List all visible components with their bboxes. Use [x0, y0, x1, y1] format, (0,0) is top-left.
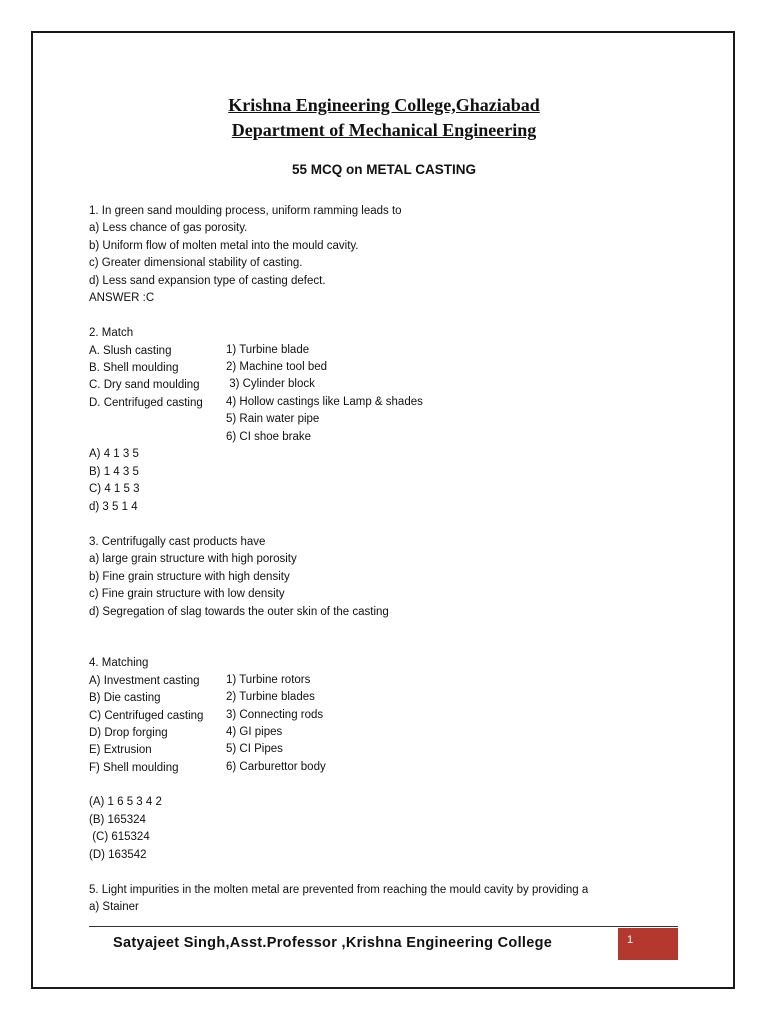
q2-right-3: 3) Cylinder block	[226, 378, 315, 390]
q4-left-c: C) Centrifuged casting	[89, 710, 204, 722]
q2-option-a: A) 4 1 3 5	[89, 448, 139, 460]
q3-option-d: d) Segregation of slag towards the outer skin of the casting	[89, 606, 389, 618]
question-3: 3. Centrifugally cast products have	[89, 536, 266, 548]
question-2: 2. Match	[89, 327, 134, 339]
page-number-badge: 1	[618, 928, 678, 960]
q4-option-d: (D) 163542	[89, 849, 147, 861]
q2-left-c: C. Dry sand moulding	[89, 379, 200, 391]
q3-option-c: c) Fine grain structure with low density	[89, 588, 285, 600]
q4-option-c: (C) 615324	[89, 831, 150, 843]
q1-option-c: c) Greater dimensional stability of casting.	[89, 257, 303, 269]
q2-right-6: 6) CI shoe brake	[226, 431, 312, 443]
q3-option-a: a) large grain structure with high porosity	[89, 553, 297, 565]
question-5: 5. Light impurities in the molten metal are prevented from reaching the mould cavity by providing a	[89, 884, 589, 896]
q2-right-4: 4) Hollow castings like Lamp & shades	[226, 396, 423, 408]
q2-left-d: D. Centrifuged casting	[89, 397, 203, 409]
q4-right-6: 6) Carburettor body	[226, 761, 326, 773]
q2-right-2: 2) Machine tool bed	[226, 361, 328, 373]
college-title: Krishna Engineering College,Ghaziabad	[228, 95, 540, 115]
q3-option-b: b) Fine grain structure with high density	[89, 571, 290, 583]
q4-right-1: 1) Turbine rotors	[226, 674, 311, 686]
q1-answer: ANSWER :C	[89, 292, 155, 304]
question-1: 1. In green sand moulding process, uniform ramming leads to	[89, 205, 402, 217]
q4-left-e: E) Extrusion	[89, 744, 152, 756]
q4-left-a: A) Investment casting	[89, 675, 200, 687]
q1-option-a: a) Less chance of gas porosity.	[89, 222, 248, 234]
footer-divider	[89, 926, 678, 927]
q4-right-4: 4) GI pipes	[226, 726, 283, 738]
q4-right-2: 2) Turbine blades	[226, 691, 315, 703]
q4-left-d: D) Drop forging	[89, 727, 168, 739]
q4-option-b: (B) 165324	[89, 814, 146, 826]
q4-right-3: 3) Connecting rods	[226, 709, 324, 721]
department-title: Department of Mechanical Engineering	[231, 120, 537, 140]
q1-option-d: d) Less sand expansion type of casting defect.	[89, 275, 326, 287]
question-4: 4. Matching	[89, 657, 149, 669]
q2-option-b: B) 1 4 3 5	[89, 466, 139, 478]
q2-right-5: 5) Rain water pipe	[226, 413, 320, 425]
q4-right-5: 5) CI Pipes	[226, 743, 283, 755]
q4-left-f: F) Shell moulding	[89, 762, 179, 774]
footer-author: Satyajeet Singh,Asst.Professor ,Krishna Engineering College	[113, 935, 553, 951]
q2-right-1: 1) Turbine blade	[226, 344, 310, 356]
q2-option-d: d) 3 5 1 4	[89, 501, 138, 513]
q4-left-b: B) Die casting	[89, 692, 161, 704]
q5-option-a: a) Stainer	[89, 901, 139, 913]
q1-option-b: b) Uniform flow of molten metal into the mould cavity.	[89, 240, 359, 252]
q2-left-a: A. Slush casting	[89, 345, 172, 357]
q4-option-a: (A) 1 6 5 3 4 2	[89, 796, 162, 808]
q2-option-c: C) 4 1 5 3	[89, 483, 140, 495]
document-subtitle: 55 MCQ on METAL CASTING	[291, 162, 476, 177]
q2-left-b: B. Shell moulding	[89, 362, 179, 374]
